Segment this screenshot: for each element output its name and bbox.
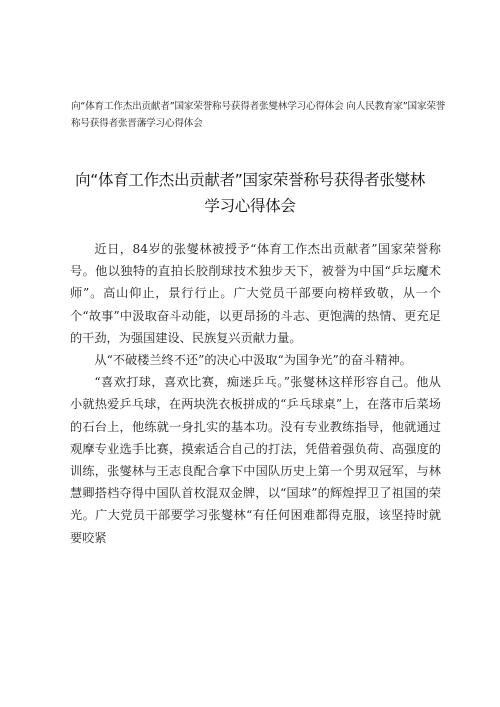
header-note: 向“体育工作杰出贡献者”国家荣誉称号获得者张燮林学习心得体会 向人民教育家”国家荣誉称号获得者张晋藩学习心得体会 — [71, 101, 446, 129]
title-line-1: 向“体育工作杰出贡献者”国家荣誉称号获得者张燮林 — [75, 171, 425, 189]
document-body — [70, 238, 441, 549]
title-line-2: 学习心得体会 — [204, 197, 296, 215]
document-title — [60, 167, 440, 219]
paragraph-2: 从“不破楼兰终不还”的决心中汲取“为国争光”的奋斗精神。 — [94, 353, 412, 368]
paragraph-3: “喜欢打球，喜欢比赛，痴迷乒乓。”张燮林这样形容自己。他从小就热爱乒乓球，在两块洗衣板拼成的“乒乓球桌”上，在落市后菜场的石台上，他练就一身扎实的基本功。没有专业教练指导，他就通过观摩专业选手比赛，摸索适合自己的打法，凭借着强负荷、高强度的训练，张燮林与王志良配合拿下中国队历史上第一个男双冠军，与林慧卿搭档夺得中国队首枚混双金牌，以“国球”的辉煌捍卫了祖国的荣光。广大党员干部要学习张燮林“有任何困难都得克服，该坚持时就要咬紧 — [70, 375, 441, 545]
paragraph-1: 近日，84岁的张燮林被授予“体育工作杰出贡献者”国家荣誉称号。他以独特的直拍长胶削球技术独步天下，被誉为中国“乒坛魔术师”。高山仰止，景行行止。广大党员干部要向榜样致敬，从一个个“故事”中汲取奋斗动能，以更昂扬的斗志、更饱满的热情、更充足的干劲，为强国建设、民族复兴贡献力量。 — [70, 242, 441, 345]
